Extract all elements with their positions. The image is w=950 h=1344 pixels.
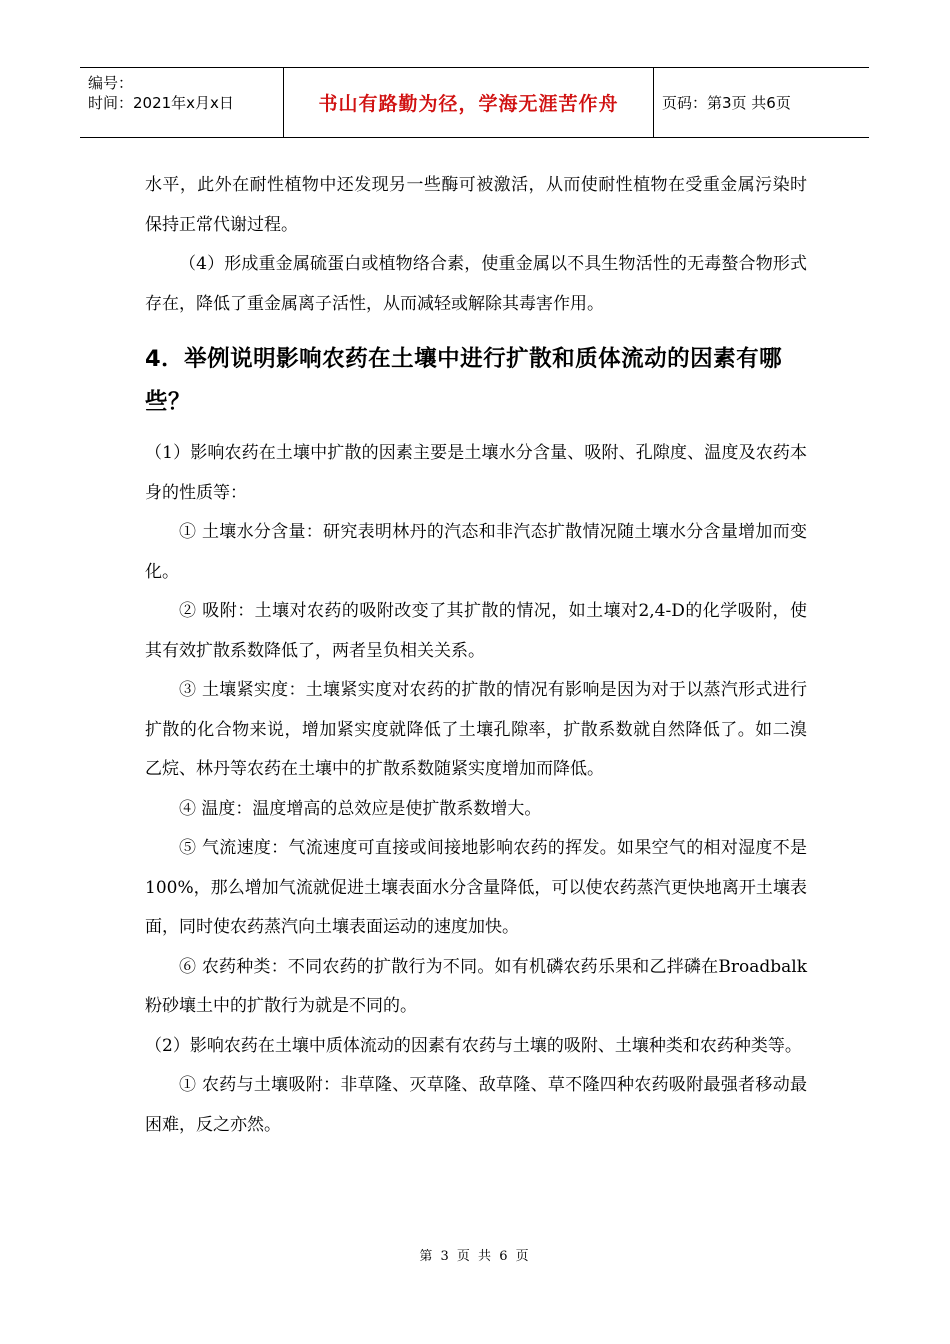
header-page-info	[654, 68, 869, 137]
header-table	[80, 67, 869, 138]
list-item-airflow: ⑤ 气流速度：气流速度可直接或间接地影响农药的挥发。如果空气的相对湿度不是100%，那么增加气流就促进土壤表面水分含量降低，可以使农药蒸汽更快地离开土壤表面，同时使农药蒸汽向土壤表面运动的速度加快。	[145, 838, 807, 937]
doc-number-label: 编号：	[88, 74, 134, 92]
list-item-adsorption: ② 吸附：土壤对农药的吸附改变了其扩散的情况，如土壤对2,4-D的化学吸附，使其有效扩散系数降低了，两者呈负相关关系。	[145, 601, 807, 661]
header-motto-cell	[283, 68, 654, 137]
paragraph-continued: 水平，此外在耐性植物中还发现另一些酶可被激活，从而使耐性植物在受重金属污染时保持正常代谢过程。	[145, 175, 807, 235]
header-meta	[80, 68, 283, 137]
page-footer: 第 3 页 共 6 页	[419, 1249, 531, 1264]
paragraph-point-4: （4）形成重金属硫蛋白或植物络合素，使重金属以不具生物活性的无毒螯合物形式存在，降低了重金属离子活性，从而减轻或解除其毒害作用。	[145, 254, 807, 314]
section-heading: 4．举例说明影响农药在土壤中进行扩散和质体流动的因素有哪些？	[145, 346, 783, 415]
list-item-pesticide-type: ⑥ 农药种类：不同农药的扩散行为不同。如有机磷农药乐果和乙拌磷在Broadbalk粉砂壤土中的扩散行为就是不同的。	[145, 956, 807, 1016]
list-item-compaction: ③ 土壤紧实度：土壤紧实度对农药的扩散的情况有影响是因为对于以蒸汽形式进行扩散的化合物来说，增加紧实度就降低了土壤孔隙率，扩散系数就自然降低了。如二溴乙烷、林丹等农药在土壤中的扩散系数随紧实度增加而降低。	[145, 680, 807, 779]
document-body	[145, 166, 807, 1145]
page-info-text: 页码：第3页 共6页	[662, 94, 791, 112]
list-item-pesticide-soil-adsorption: ① 农药与土壤吸附：非草隆、灭草隆、敌草隆、草不隆四种农药吸附最强者移动最困难，反之亦然。	[145, 1075, 807, 1135]
list-item-soil-moisture: ① 土壤水分含量：研究表明林丹的汽态和非汽态扩散情况随土壤水分含量增加而变化。	[145, 522, 807, 582]
section2-intro: （2）影响农药在土壤中质体流动的因素有农药与土壤的吸附、土壤种类和农药种类等。	[145, 1035, 802, 1056]
motto-text: 书山有路勤为径，学海无涯苦作舟	[318, 93, 619, 115]
time-label: 时间：2021年x月x日	[88, 94, 234, 112]
list-item-temperature: ④ 温度：温度增高的总效应是使扩散系数增大。	[179, 798, 542, 819]
section1-intro: （1）影响农药在土壤中扩散的因素主要是土壤水分含量、吸附、孔隙度、温度及农药本身的性质等：	[145, 443, 807, 503]
